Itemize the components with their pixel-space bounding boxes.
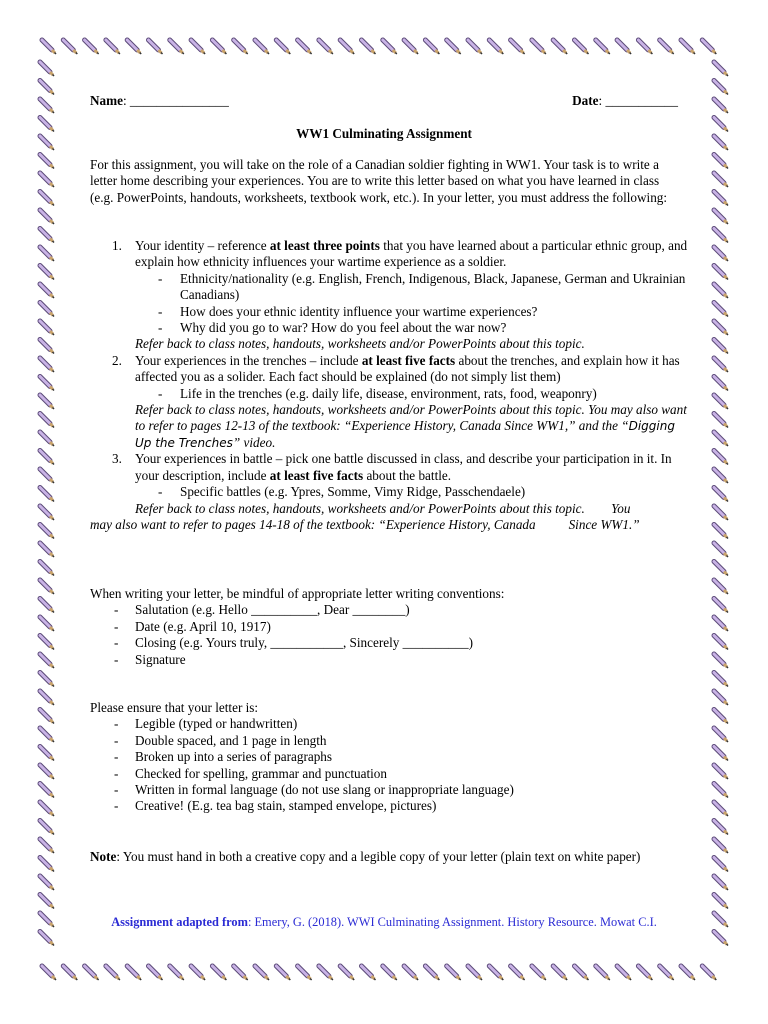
requirement-identity: 1. Your identity – reference at least three points that you have learned about a particular ethnic group, and explain how ethnicity influences your wartime experience as a soldier. [112, 238, 688, 270]
pencil-icon [40, 932, 54, 946]
pencil-icon [191, 40, 205, 54]
pencil-icon [40, 710, 54, 724]
pencil-icon [340, 40, 354, 54]
pencil-icon [40, 617, 54, 631]
reference-note-continued: may also want to refer to pages 14-18 of the textbook: “Experience History, Canada Since WW1.” [90, 516, 640, 532]
pencil-icon [40, 99, 54, 113]
pencil-icon [714, 691, 728, 705]
pencil-icon [468, 966, 482, 980]
pencil-icon [532, 40, 546, 54]
pencil-icon [40, 821, 54, 835]
pencil-icon [255, 40, 269, 54]
pencil-icon [40, 506, 54, 520]
pencil-icon [489, 40, 503, 54]
pencil-icon [714, 210, 728, 224]
intro-paragraph: For this assignment, you will take on the role of a Canadian soldier fighting in WW1. Your task is to write a letter home describing your experiences. You are to write this letter based on what you have learned in class (e.g. PowerPoints, handouts, worksheets, textbook work, etc.). In your letter, you must address the following: [90, 157, 668, 205]
list-item: - Creative! (E.g. tea bag stain, stamped envelope, pictures) [114, 798, 437, 814]
pencil-icon [714, 784, 728, 798]
pencil-icon [714, 562, 728, 576]
pencil-icon [714, 469, 728, 483]
pencil-icon [40, 192, 54, 206]
pencil-icon [383, 40, 397, 54]
pencil-icon [714, 876, 728, 890]
pencil-icon [40, 247, 54, 261]
pencil-icon [40, 62, 54, 76]
page-title: WW1 Culminating Assignment [296, 126, 472, 141]
pencil-icon [40, 636, 54, 650]
pencil-icon [298, 966, 312, 980]
list-item: - Ethnicity/nationality (e.g. English, French, Indigenous, Black, Japanese, German and Ukrainian Canadians) [158, 270, 686, 303]
pencil-icon [575, 966, 589, 980]
pencil-icon [383, 966, 397, 980]
pencil-icon [149, 40, 163, 54]
pencil-icon [40, 654, 54, 668]
ensure-lead: Please ensure that your letter is: [90, 700, 259, 715]
pencil-icon [714, 62, 728, 76]
pencil-icon [714, 839, 728, 853]
pencil-icon [340, 966, 354, 980]
pencil-icon [489, 966, 503, 980]
pencil-icon [40, 81, 54, 95]
attribution: Assignment adapted from: Emery, G. (2018). WWI Culminating Assignment. History Resource. Mowat C.I. [111, 915, 657, 929]
conventions-lead: When writing your letter, be mindful of appropriate letter writing conventions: [90, 586, 505, 601]
pencil-icon [40, 118, 54, 132]
pencil-icon [714, 543, 728, 557]
pencil-icon [40, 525, 54, 539]
pencil-icon [40, 321, 54, 335]
pencil-icon [575, 40, 589, 54]
pencil-icon [106, 966, 120, 980]
pencil-icon [660, 40, 674, 54]
list-item: - Double spaced, and 1 page in length [114, 732, 327, 748]
pencil-icon [40, 747, 54, 761]
pencil-icon [362, 966, 376, 980]
pencil-icon [40, 303, 54, 317]
pencil-icon [40, 876, 54, 890]
pencil-icon [714, 358, 728, 372]
pencil-icon [40, 414, 54, 428]
pencil-icon [596, 966, 610, 980]
list-item: - Signature [114, 651, 186, 667]
pencil-icon [714, 617, 728, 631]
pencil-icon [40, 673, 54, 687]
pencil-icon [714, 173, 728, 187]
pencil-icon [63, 40, 77, 54]
pencil-icon [617, 966, 631, 980]
pencil-icon [714, 414, 728, 428]
pencil-icon [714, 266, 728, 280]
pencil-icon [404, 966, 418, 980]
pencil-icon [255, 966, 269, 980]
pencil-icon [714, 525, 728, 539]
pencil-icon [40, 358, 54, 372]
pencil-icon [40, 173, 54, 187]
pencil-icon [191, 966, 205, 980]
pencil-icon [319, 40, 333, 54]
pencil-icon [40, 858, 54, 872]
pencil-icon [85, 966, 99, 980]
pencil-icon [425, 966, 439, 980]
requirements-list [90, 238, 690, 533]
pencil-icon [212, 966, 226, 980]
pencil-icon [40, 599, 54, 613]
pencil-icon [40, 266, 54, 280]
pencil-icon [702, 40, 716, 54]
pencil-icon [714, 155, 728, 169]
pencil-icon [714, 506, 728, 520]
pencil-icon [212, 40, 226, 54]
pencil-icon [714, 673, 728, 687]
pencil-icon [40, 377, 54, 391]
header-row [90, 93, 678, 111]
pencil-icon [553, 40, 567, 54]
pencil-icon [276, 40, 290, 54]
pencil-icon [714, 728, 728, 742]
final-note: Note: You must hand in both a creative copy and a legible copy of your letter (plain text on white paper) [90, 849, 641, 864]
pencil-icon [681, 966, 695, 980]
pencil-icon [714, 636, 728, 650]
pencil-icon [362, 40, 376, 54]
pencil-icon [468, 40, 482, 54]
pencil-icon [42, 40, 56, 54]
name-field: Name: _______________ [90, 93, 229, 108]
list-item: - Specific battles (e.g. Ypres, Somme, Vimy Ridge, Passchendaele) [158, 484, 526, 500]
pencil-icon [714, 303, 728, 317]
pencil-icon [40, 765, 54, 779]
pencil-icon [714, 340, 728, 354]
pencil-icon [40, 580, 54, 594]
pencil-icon [40, 284, 54, 298]
list-item: - Checked for spelling, grammar and punctuation [114, 765, 387, 781]
pencil-icon [170, 40, 184, 54]
pencil-icon [511, 966, 525, 980]
pencil-icon [40, 895, 54, 909]
pencil-icon [714, 118, 728, 132]
pencil-icon [149, 966, 163, 980]
date-field: Date: ___________ [572, 93, 678, 108]
pencil-icon [714, 765, 728, 779]
pencil-icon [40, 728, 54, 742]
requirement-trenches: 2. Your experiences in the trenches – include at least five facts about the trenches, and explain how it has affected you as a solider. Each fact should be explained (do not simply list them) [112, 352, 680, 385]
pencil-icon [638, 966, 652, 980]
pencil-icon [404, 40, 418, 54]
reference-note: Refer back to class notes, handouts, worksheets and/or PowerPoints about this topic. You may also want to refer to pages 12-13 of the textbook: “Experience History, Canada Since WW1,” and the “Digging Up the Trenches” video. [135, 402, 687, 450]
pencil-icon [714, 747, 728, 761]
list-item: - Legible (typed or handwritten) [114, 716, 298, 732]
reference-note: Refer back to class notes, handouts, worksheets and/or PowerPoints about this topic. You [135, 500, 631, 516]
pencil-icon [425, 40, 439, 54]
pencil-icon [702, 966, 716, 980]
pencil-icon [85, 40, 99, 54]
pencil-icon [42, 966, 56, 980]
pencil-icon [298, 40, 312, 54]
pencil-icon [714, 247, 728, 261]
pencil-icon [40, 802, 54, 816]
pencil-icon [714, 858, 728, 872]
pencil-icon [234, 966, 248, 980]
pencil-icon [40, 469, 54, 483]
pencil-icon [714, 284, 728, 298]
requirement-battle: 3. Your experiences in battle – pick one battle discussed in class, and describe your participation in it. In your description, include at least five facts about the battle. [112, 451, 672, 483]
pencil-icon [660, 966, 674, 980]
pencil-icon [40, 395, 54, 409]
pencil-icon [447, 40, 461, 54]
ensure-section [90, 700, 690, 815]
pencil-icon [714, 451, 728, 465]
pencil-icon [596, 40, 610, 54]
pencil-icon [40, 210, 54, 224]
pencil-icon [714, 599, 728, 613]
reference-note: Refer back to class notes, handouts, worksheets and/or PowerPoints about this topic. [135, 336, 585, 352]
pencil-icon [127, 966, 141, 980]
list-item: - Date (e.g. April 10, 1917) [114, 618, 271, 634]
pencil-icon [63, 966, 77, 980]
pencil-icon [714, 136, 728, 150]
pencil-icon [276, 966, 290, 980]
pencil-icon [127, 40, 141, 54]
pencil-icon [714, 432, 728, 446]
pencil-icon [40, 543, 54, 557]
pencil-icon [106, 40, 120, 54]
pencil-icon [714, 488, 728, 502]
list-item: - Why did you go to war? How do you feel about the war now? [158, 320, 507, 336]
pencil-icon [40, 136, 54, 150]
pencil-icon [532, 966, 546, 980]
pencil-icon [714, 192, 728, 206]
pencil-icon [714, 377, 728, 391]
pencil-icon [553, 966, 567, 980]
conventions-section [90, 586, 690, 668]
pencil-icon [40, 784, 54, 798]
list-item: - Life in the trenches (e.g. daily life, disease, environment, rats, food, weaponry) [158, 385, 597, 401]
pencil-icon [714, 321, 728, 335]
pencil-icon [511, 40, 525, 54]
pencil-icon [40, 229, 54, 243]
list-item: - Broken up into a series of paragraphs [114, 749, 333, 765]
pencil-icon [319, 966, 333, 980]
pencil-icon [714, 229, 728, 243]
pencil-icon [714, 654, 728, 668]
pencil-icon [714, 99, 728, 113]
pencil-icon [714, 395, 728, 409]
list-item: - How does your ethnic identity influence your wartime experiences? [158, 303, 538, 319]
pencil-icon [617, 40, 631, 54]
pencil-icon [234, 40, 248, 54]
pencil-icon [714, 932, 728, 946]
pencil-icon [714, 710, 728, 724]
list-item: - Closing (e.g. Yours truly, ___________, Sincerely __________) [114, 635, 473, 651]
pencil-icon [40, 155, 54, 169]
pencil-icon [40, 451, 54, 465]
pencil-icon [714, 81, 728, 95]
pencil-icon [447, 966, 461, 980]
pencil-icon [714, 580, 728, 594]
pencil-icon [40, 562, 54, 576]
list-item: - Written in formal language (do not use slang or inappropriate language) [114, 782, 514, 798]
pencil-icon [40, 839, 54, 853]
list-item: - Salutation (e.g. Hello __________, Dear ________) [114, 602, 410, 618]
pencil-icon [714, 895, 728, 909]
pencil-icon [170, 966, 184, 980]
pencil-icon [681, 40, 695, 54]
pencil-icon [40, 432, 54, 446]
pencil-icon [40, 691, 54, 705]
pencil-icon [714, 802, 728, 816]
pencil-icon [638, 40, 652, 54]
pencil-icon [714, 821, 728, 835]
pencil-icon [40, 488, 54, 502]
pencil-icon [40, 340, 54, 354]
